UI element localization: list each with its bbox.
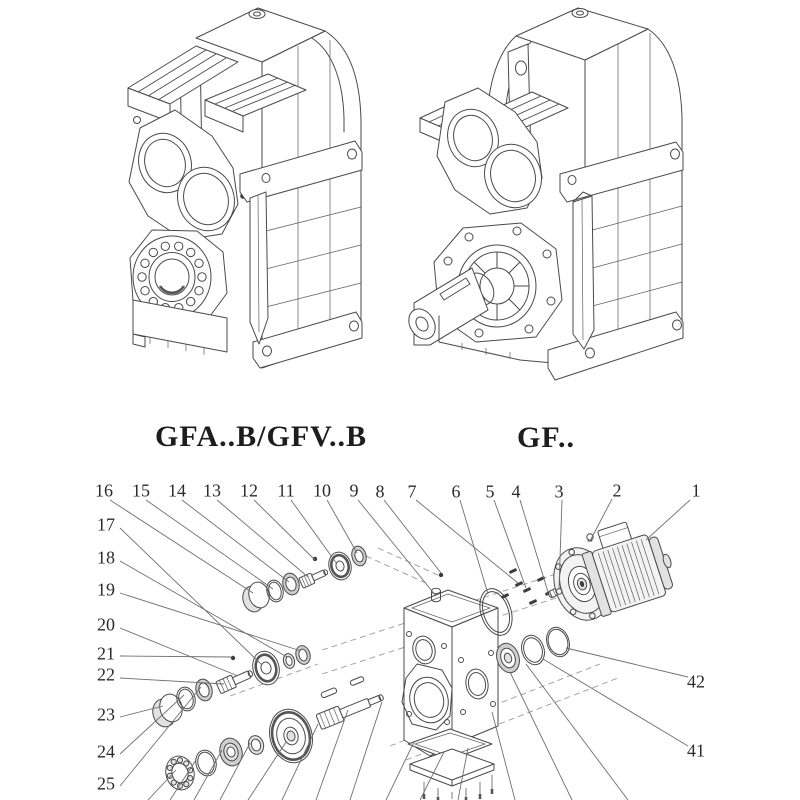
callout-number-14: 14 bbox=[168, 480, 186, 501]
leader-line-12 bbox=[254, 500, 315, 560]
leader-line-1 bbox=[646, 500, 690, 540]
leader-line-4 bbox=[520, 500, 548, 592]
callout-number-23: 23 bbox=[97, 704, 115, 725]
callout-number-7: 7 bbox=[407, 481, 417, 502]
callout-number-2: 2 bbox=[612, 480, 622, 501]
leader-line-21 bbox=[120, 656, 231, 657]
gaskets-and-bolts bbox=[408, 729, 494, 800]
leader-line-8 bbox=[384, 500, 441, 573]
leader-line-18 bbox=[120, 561, 287, 657]
callout-number-21: 21 bbox=[97, 643, 115, 664]
leader-line-24 bbox=[120, 695, 184, 754]
callout-number-18: 18 bbox=[97, 547, 115, 568]
leader-line-7 bbox=[416, 500, 518, 583]
callout-number-8: 8 bbox=[375, 481, 385, 502]
figure-label-gfab: GFA..B/GFV..B bbox=[155, 420, 367, 453]
figure-label-gf: GF.. bbox=[517, 421, 575, 454]
output-gear bbox=[264, 704, 319, 767]
gearbox-drawing-gf bbox=[403, 8, 683, 380]
callout-number-13: 13 bbox=[203, 480, 221, 501]
callout-number-4: 4 bbox=[511, 481, 521, 502]
callout-number-41: 41 bbox=[687, 740, 705, 761]
callout-number-22: 22 bbox=[97, 664, 115, 685]
callout-number-12: 12 bbox=[240, 480, 258, 501]
leader-line-11 bbox=[291, 500, 337, 564]
callout-number-16: 16 bbox=[95, 480, 113, 501]
leader-line-16 bbox=[110, 500, 253, 593]
leader-line-5 bbox=[494, 500, 526, 588]
callout-number-11: 11 bbox=[277, 480, 295, 501]
callout-number-24: 24 bbox=[97, 741, 115, 762]
leader-line-10 bbox=[327, 500, 357, 553]
callout-number-3: 3 bbox=[554, 481, 564, 502]
callout-number-42: 42 bbox=[687, 671, 705, 692]
callout-number-15: 15 bbox=[132, 480, 150, 501]
callout-number-5: 5 bbox=[485, 481, 495, 502]
callout-number-19: 19 bbox=[97, 579, 115, 600]
leader-line-42 bbox=[566, 648, 688, 677]
gearbox-drawing-gfab bbox=[128, 8, 362, 368]
callout-number-17: 17 bbox=[97, 514, 115, 535]
leader-line-15 bbox=[146, 500, 273, 589]
callout-number-25: 25 bbox=[97, 773, 115, 794]
callout-number-1: 1 bbox=[691, 480, 701, 501]
callout-number-6: 6 bbox=[451, 481, 461, 502]
callout-number-20: 20 bbox=[97, 614, 115, 635]
ring-stack bbox=[493, 624, 573, 675]
exploded-diagram bbox=[110, 499, 690, 800]
leader-line-20 bbox=[120, 628, 238, 676]
leader-line-9 bbox=[358, 500, 436, 596]
leader-line-13 bbox=[217, 500, 308, 577]
callout-number-10: 10 bbox=[313, 480, 331, 501]
leader-line-22 bbox=[120, 678, 224, 684]
leader-line-14 bbox=[182, 500, 289, 582]
callout-number-9: 9 bbox=[349, 480, 359, 501]
leader-line-17 bbox=[120, 528, 262, 665]
